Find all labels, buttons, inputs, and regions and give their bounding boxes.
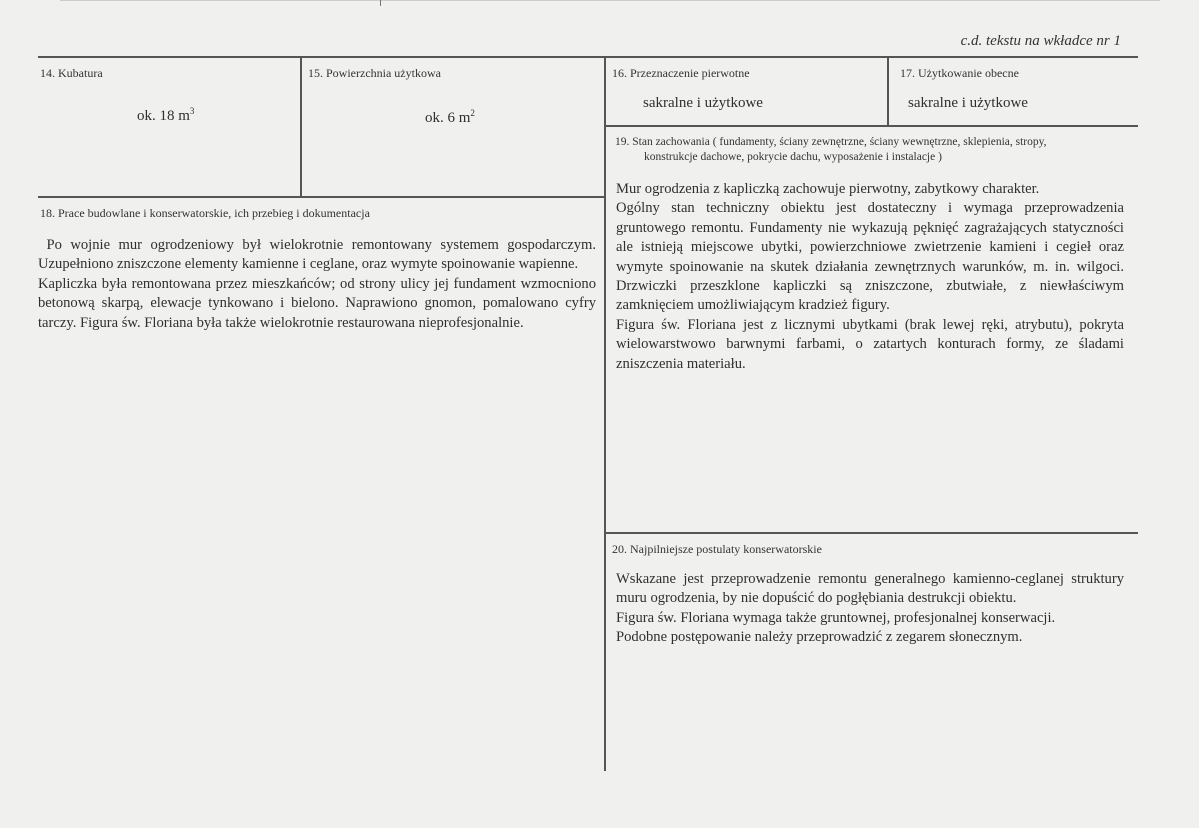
divider-center <box>604 58 606 771</box>
field-18-paragraph: Po wojnie mur ogrodzeniowy był wielokrotnie remontowany systemem gospodarczym. Uzupełniono zniszczone elementy kamienne i ceglane, oraz wymyte spoinowanie wapienne. <box>38 237 600 273</box>
divider-14-15 <box>300 58 302 198</box>
divider-16-17 <box>887 58 889 126</box>
field-14-value: ok. 18 $m^3$ <box>137 106 195 124</box>
scan-mark <box>380 0 381 6</box>
field-20-paragraph: Podobne postępowanie należy przeprowadzić z zegarem słonecznym. <box>616 629 1023 646</box>
field-15-value: ok. 6 $m^2$ <box>425 108 475 126</box>
field-16-label: 16. Przeznaczenie pierwotne <box>612 66 750 80</box>
top-rule <box>38 56 1138 58</box>
scan-edge <box>60 0 1160 1</box>
field-19-label-line1: 19. Stan zachowania ( fundamenty, ściany zewnętrzne, ściany wewnętrzne, sklepienia, stropy, <box>615 136 1047 148</box>
field-20-paragraph: Figura św. Floriana wymaga także gruntownej, profesjonalnej konserwacji. <box>616 609 1056 626</box>
field-17-label: 17. Użytkowanie obecne <box>900 66 1019 80</box>
field-19-paragraph: Mur ogrodzenia z kapliczką zachowuje pierwotny, zabytkowy charakter. <box>616 181 1040 197</box>
field-20-label: 20. Najpilniejsze postulaty konserwatorskie <box>612 542 822 556</box>
field-19-label <box>615 135 1140 165</box>
field-18-paragraph: Kapliczka była remontowana przez mieszkańców; od strony ulicy jej fundament wzmocniono betonową skarpą, elewacje tynkowano i bielono. Naprawiono gnomon, pomalowano cyfry tarczy. Figura św. Floriana była także wielokrotnie restaurowana nieprofesjonalnie. <box>38 275 596 331</box>
continuation-note: c.d. tekstu na wkładce nr 1 <box>960 33 1121 49</box>
field-19-label-line2: konstrukcje dachowe, pokrycie dachu, wyposażenie i instalacje ) <box>644 151 942 163</box>
field-18-label: 18. Prace budowlane i konserwatorskie, ich przebieg i dokumentacja <box>40 206 370 220</box>
rule-above-20 <box>606 532 1138 534</box>
field-17-value: sakralne i użytkowe <box>908 95 1028 111</box>
field-20-paragraph: Wskazane jest przeprowadzenie remontu generalnego kamienno-ceglanej struktury muru ogrodzenia, by nie dopuścić do pogłębiania destrukcji obiektu. <box>616 571 1124 607</box>
rule-above-18 <box>38 196 605 198</box>
field-15-label: 15. Powierzchnia użytkowa <box>308 66 441 80</box>
field-14-label: 14. Kubatura <box>40 66 103 80</box>
rule-under-16-17 <box>606 125 1138 127</box>
field-19-text <box>616 180 1124 374</box>
field-20-text <box>616 570 1124 648</box>
field-16-value: sakralne i użytkowe <box>643 95 763 111</box>
field-19-paragraph: Ogólny stan techniczny obiektu jest dostateczny i wymaga przeprowadzenia gruntowego remontu. Fundamenty nie wykazują pęknięć zagrażających statyczności ale istnieją miejscowe ubytki, powierzchniowe zwietrzenie kamieni i cegieł oraz wymyte spoinowanie na skutek działania zewnętrznych warunków, m. in. wilgoci. Drzwiczki przeszklone kapliczki są zniszczone, zbutwiałe, z niewłaściwym zamknięciem umożliwiającym kradzież figury. <box>616 200 1124 314</box>
field-19-paragraph: Figura św. Floriana jest z licznymi ubytkami (brak lewej ręki, atrybutu), pokryta wielowarstwowo barwnymi farbami, o zatartych konturach formy, ze śladami zniszczenia materiału. <box>616 316 1124 372</box>
field-18-text <box>38 236 600 333</box>
